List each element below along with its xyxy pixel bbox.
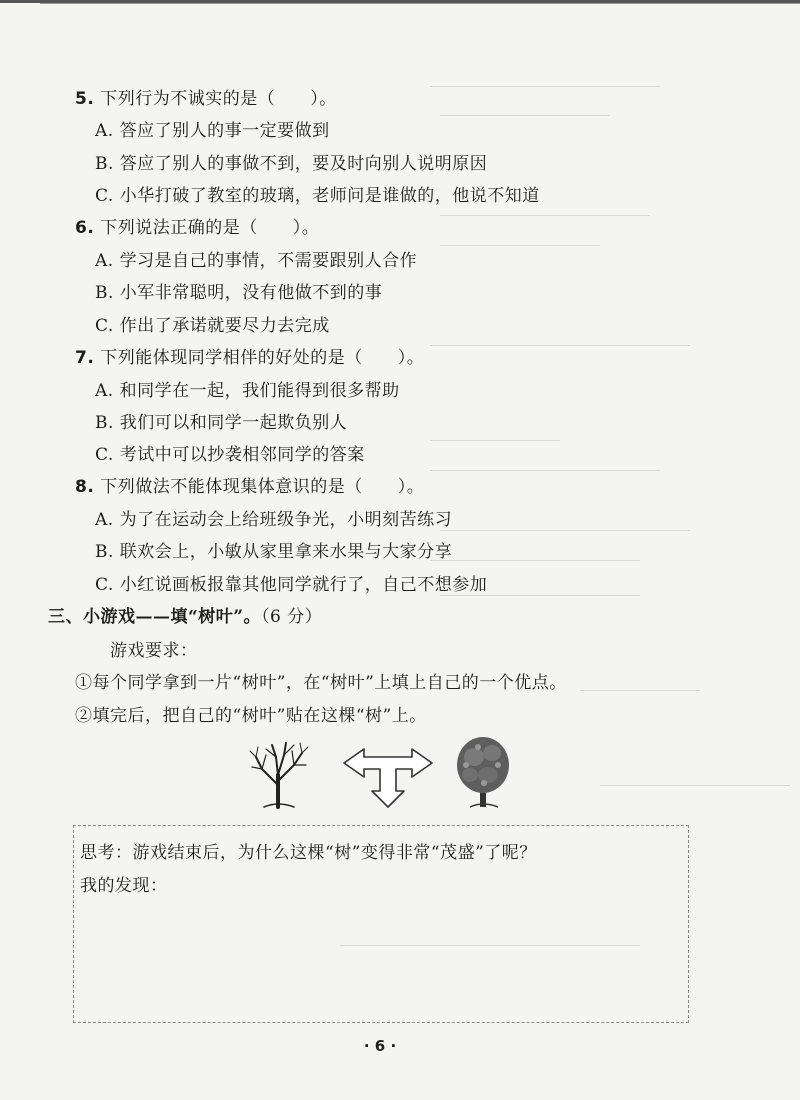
game-rule-2: ②填完后，把自己的“树叶”贴在这棵“树”上。 (75, 706, 427, 726)
question-stem: 下列做法不能体现集体意识的是（ ）。 (100, 477, 425, 497)
game-rules-title: 游戏要求： (110, 641, 198, 661)
question-stem: 下列行为不诚实的是（ ）。 (100, 89, 337, 109)
question-number: 8. (75, 477, 95, 497)
question-stem: 下列能体现同学相伴的好处的是（ ）。 (100, 348, 425, 368)
question-5-option-b: B. 答应了别人的事做不到，要及时向别人说明原因 (95, 154, 488, 174)
question-8-option-b: B. 联欢会上，小敏从家里拿来水果与大家分享 (95, 542, 453, 562)
question-7-option-a: A. 和同学在一起，我们能得到很多帮助 (95, 381, 400, 401)
question-7-option-b: B. 我们可以和同学一起欺负别人 (95, 413, 348, 433)
question-number: 7. (75, 348, 95, 368)
page-number: · 6 · (363, 1037, 397, 1055)
question-8-option-c: C. 小红说画板报靠其他同学就行了，自己不想参加 (95, 575, 488, 595)
tree-diagram-graphic (248, 735, 528, 815)
question-stem: 下列说法正确的是（ ）。 (100, 218, 320, 238)
question-6-option-b: B. 小军非常聪明，没有他做不到的事 (95, 283, 383, 303)
question-8-option-a: A. 为了在运动会上给班级争光，小明刻苦练习 (95, 510, 453, 530)
section-score: （6 分） (261, 607, 323, 627)
answer-label: 我的发现： (80, 876, 168, 896)
question-8 (75, 472, 424, 497)
question-number: 5. (75, 89, 95, 109)
question-5 (75, 84, 337, 109)
question-7 (75, 343, 424, 368)
question-7-option-c: C. 考试中可以抄袭相邻同学的答案 (95, 445, 365, 465)
question-5-option-c: C. 小华打破了教室的玻璃，老师问是谁做的，他说不知道 (95, 186, 540, 206)
question-6-option-a: A. 学习是自己的事情，不需要跟别人合作 (95, 251, 418, 271)
top-border-inner (40, 3, 800, 4)
section-3-heading (48, 602, 322, 627)
game-rule-1: ①每个同学拿到一片“树叶”，在“树叶”上填上自己的一个优点。 (75, 673, 567, 693)
tree-diagram (248, 735, 528, 815)
question-number: 6. (75, 218, 95, 238)
bare-tree-icon (250, 743, 308, 807)
section-title: 三、小游戏——填“树叶”。 (48, 607, 262, 627)
lush-tree-icon (457, 737, 509, 807)
answer-area[interactable] (80, 900, 680, 1015)
think-question: 思考：游戏结束后，为什么这棵“树”变得非常“茂盛”了呢？ (80, 843, 537, 863)
question-6-option-c: C. 作出了承诺就要尽力去完成 (95, 316, 330, 336)
question-5-option-a: A. 答应了别人的事一定要做到 (95, 121, 330, 141)
question-6 (75, 213, 319, 238)
double-arrow-icon (344, 749, 432, 807)
